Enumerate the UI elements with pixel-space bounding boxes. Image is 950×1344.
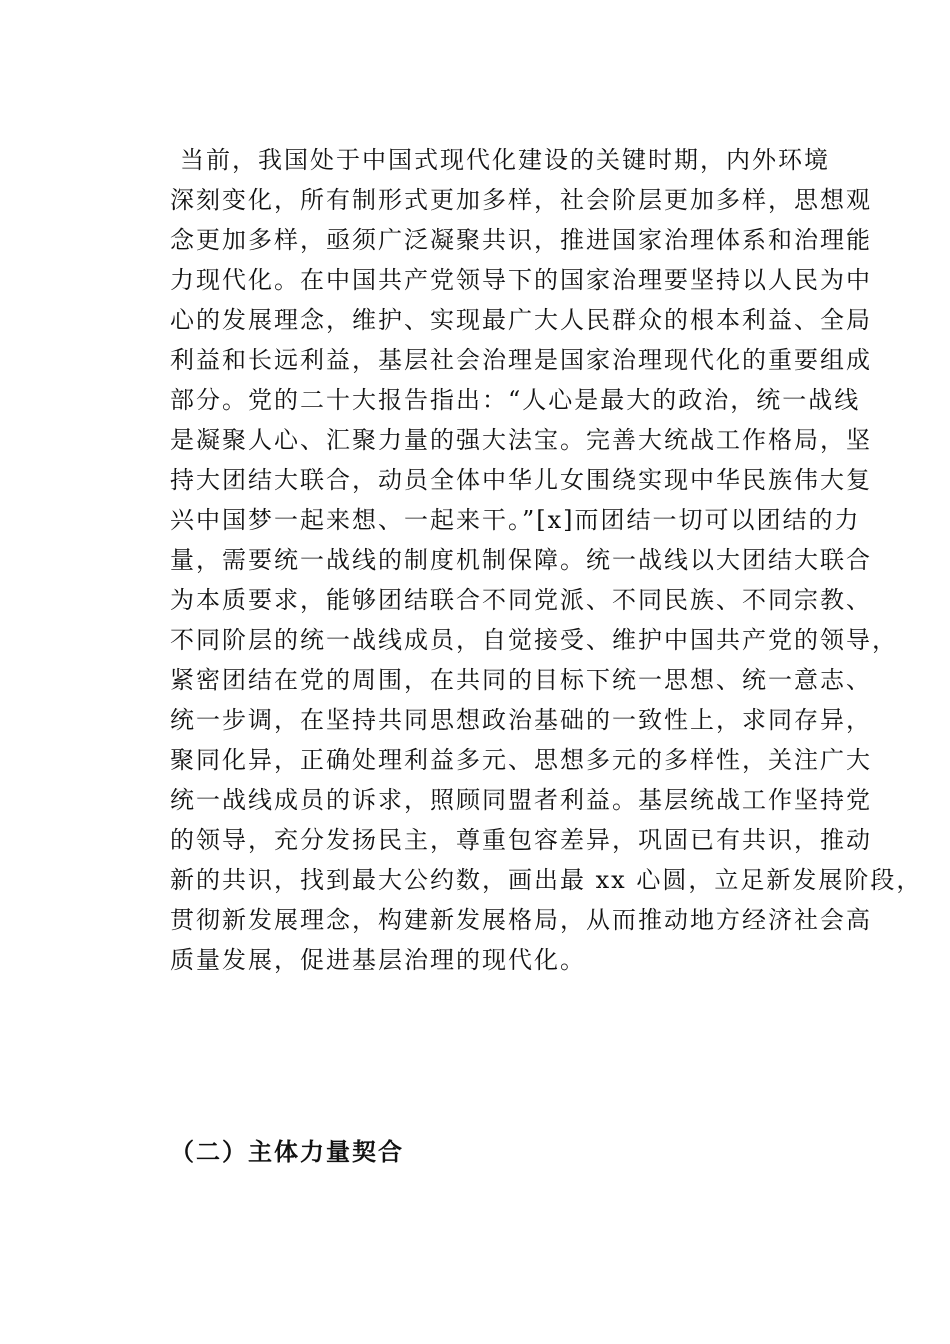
paragraph-line: 统一步调，在坚持共同思想政治基础的一致性上，求同存异， — [170, 706, 872, 734]
paragraph-line: 质量发展，促进基层治理的现代化。 — [170, 946, 586, 974]
paragraph-line: 深刻变化，所有制形式更加多样，社会阶层更加多样，思想观 — [170, 186, 872, 214]
paragraph-line: 持大团结大联合，动员全体中华儿女围绕实现中华民族伟大复 — [170, 466, 872, 494]
paragraph-line: 兴中国梦一起来想、一起来干。”[x]而团结一切可以团结的力 — [170, 506, 861, 534]
paragraph-line: 心的发展理念，维护、实现最广大人民群众的根本利益、全局 — [170, 306, 872, 334]
paragraph-line: 是凝聚人心、汇聚力量的强大法宝。完善大统战工作格局，坚 — [170, 426, 872, 454]
paragraph-line: 部分。党的二十大报告指出：“人心是最大的政治，统一战线 — [170, 386, 861, 414]
paragraph-line: 念更加多样，亟须广泛凝聚共识，推进国家治理体系和治理能 — [170, 226, 872, 254]
paragraph-line: 为本质要求，能够团结联合不同党派、不同民族、不同宗教、 — [170, 586, 872, 614]
paragraph-line: 贯彻新发展理念，构建新发展格局，从而推动地方经济社会高 — [170, 906, 872, 934]
paragraph-line: 不同阶层的统一战线成员，自觉接受、维护中国共产党的领导， — [170, 626, 898, 654]
paragraph-line: 的领导，充分发扬民主，尊重包容差异，巩固已有共识，推动 — [170, 826, 872, 854]
section-heading: （二）主体力量契合 — [170, 1138, 404, 1166]
paragraph-line: 聚同化异，正确处理利益多元、思想多元的多样性，关注广大 — [170, 746, 872, 774]
paragraph-line: 利益和长远利益，基层社会治理是国家治理现代化的重要组成 — [170, 346, 872, 374]
paragraph-line: 新的共识，找到最大公约数，画出最 xx 心圆，立足新发展阶段， — [170, 866, 923, 894]
paragraph-line: 统一战线成员的诉求，照顾同盟者利益。基层统战工作坚持党 — [170, 786, 872, 814]
paragraph-line: 量，需要统一战线的制度机制保障。统一战线以大团结大联合 — [170, 546, 872, 574]
paragraph-line: 紧密团结在党的周围，在共同的目标下统一思想、统一意志、 — [170, 666, 872, 694]
paragraph-line: 力现代化。在中国共产党领导下的国家治理要坚持以人民为中 — [170, 266, 872, 294]
paragraph-line: 当前，我国处于中国式现代化建设的关键时期，内外环境 — [180, 146, 830, 174]
body-paragraph — [170, 140, 923, 980]
